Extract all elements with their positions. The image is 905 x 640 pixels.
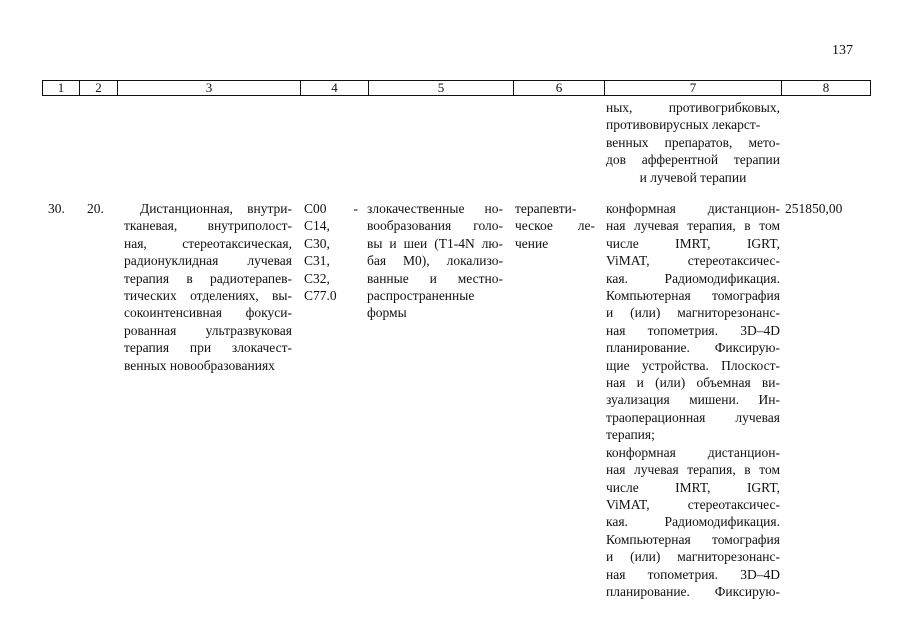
header-cell-2: 2 <box>80 81 118 95</box>
norm-cost: 251850,00 <box>785 201 843 216</box>
text-line: траоперационная лучевая <box>606 409 780 425</box>
text-line: терапия при злокачест- <box>124 340 292 356</box>
text-line: и (или) магниторезонанс- <box>606 305 780 321</box>
header-cell-3: 3 <box>118 81 301 95</box>
text-line: ная лучевая терапия, в том <box>606 218 780 234</box>
treatment-method-description <box>606 200 780 600</box>
text-line: радионуклидная лучевая <box>124 253 292 269</box>
text-line: терапевти- <box>515 201 577 216</box>
text-line: тических отделениях, вы- <box>124 288 292 304</box>
text-line: числе IMRT, IGRT, <box>606 479 780 495</box>
text-line: бая M0), локализо- <box>367 253 503 269</box>
header-cell-4: 4 <box>301 81 369 95</box>
text-line: дов афферентной терапии <box>606 152 780 168</box>
header-cell-7: 7 <box>605 81 782 95</box>
patient-model <box>367 200 503 322</box>
header-cell-8: 8 <box>822 80 830 95</box>
text-line: рованная ультразвуковая <box>124 322 292 338</box>
text-line: планирование. Фиксирую- <box>606 340 780 356</box>
text-line: тканевая, внутриполост- <box>124 218 292 234</box>
text-line: Дистанционная, внутри- <box>140 201 292 216</box>
text-line: формы <box>367 305 407 321</box>
text-line: C32, <box>304 270 330 286</box>
text-line: ванные и местно- <box>367 270 503 286</box>
text-line: и (или) магниторезонанс- <box>606 549 780 565</box>
icd-codes <box>304 200 358 304</box>
text-line: ческое ле- <box>515 218 595 234</box>
prev-row-col7-text <box>606 99 780 186</box>
header-cell-1: 1 <box>43 81 80 95</box>
text-line: C30, <box>304 235 330 251</box>
text-line: вы и шеи (T1-4N лю- <box>367 235 503 251</box>
treatment-type <box>515 200 595 252</box>
header-cell-6: 6 <box>514 81 605 95</box>
text-line: C77.0 <box>304 288 337 304</box>
text-line: C00 - <box>304 201 358 216</box>
row-number: 30. <box>48 201 65 216</box>
text-line: терапия в радиотерапев- <box>124 270 292 286</box>
text-line: венных препаратов, мето- <box>606 134 780 150</box>
text-line: ная топометрия. 3D–4D <box>606 322 780 338</box>
text-line: сокоинтенсивная фокуси- <box>124 305 292 321</box>
text-line: планирование. Фиксирую- <box>606 583 780 599</box>
text-line: конформная дистанцион- <box>606 201 780 216</box>
text-line: Компьютерная томография <box>606 288 780 304</box>
text-line: ная лучевая терапия, в том <box>606 462 780 478</box>
text-line: терапия; <box>606 427 655 443</box>
page-number: 137 <box>832 43 853 58</box>
table-header-row <box>42 80 871 96</box>
text-line: Компьютерная томография <box>606 531 780 547</box>
text-line: ная, стереотаксическая, <box>124 235 292 251</box>
text-line: злокачественные но- <box>367 201 503 216</box>
text-line: ная и (или) объемная ви- <box>606 375 780 391</box>
text-line: ViMAT, стереотаксичес- <box>606 496 780 512</box>
text-line: венных новообразованиях <box>124 357 275 373</box>
text-line: чение <box>515 235 549 251</box>
text-line: ная топометрия. 3D–4D <box>606 566 780 582</box>
text-line: и лучевой терапии <box>639 169 747 185</box>
header-cell-5: 5 <box>369 81 514 95</box>
text-line: ViMAT, стереотаксичес- <box>606 253 780 269</box>
text-line: конформная дистанцион- <box>606 444 780 460</box>
text-line: C31, <box>304 253 330 269</box>
text-line: ных, противогрибковых, <box>606 100 780 115</box>
text-line: противовирусных лекарст- <box>606 117 761 133</box>
text-line: кая. Радиомодификация. <box>606 514 780 530</box>
text-line: распространенные <box>367 288 475 304</box>
text-line: щие устройства. Плоскост- <box>606 357 780 373</box>
text-line: вообразования голо- <box>367 218 503 234</box>
text-line: кая. Радиомодификация. <box>606 270 780 286</box>
text-line: числе IMRT, IGRT, <box>606 235 780 251</box>
text-line: C14, <box>304 218 330 234</box>
text-line: зуализация мишени. Ин- <box>606 392 780 408</box>
method-description <box>124 200 292 374</box>
row-subnumber: 20. <box>87 201 104 216</box>
